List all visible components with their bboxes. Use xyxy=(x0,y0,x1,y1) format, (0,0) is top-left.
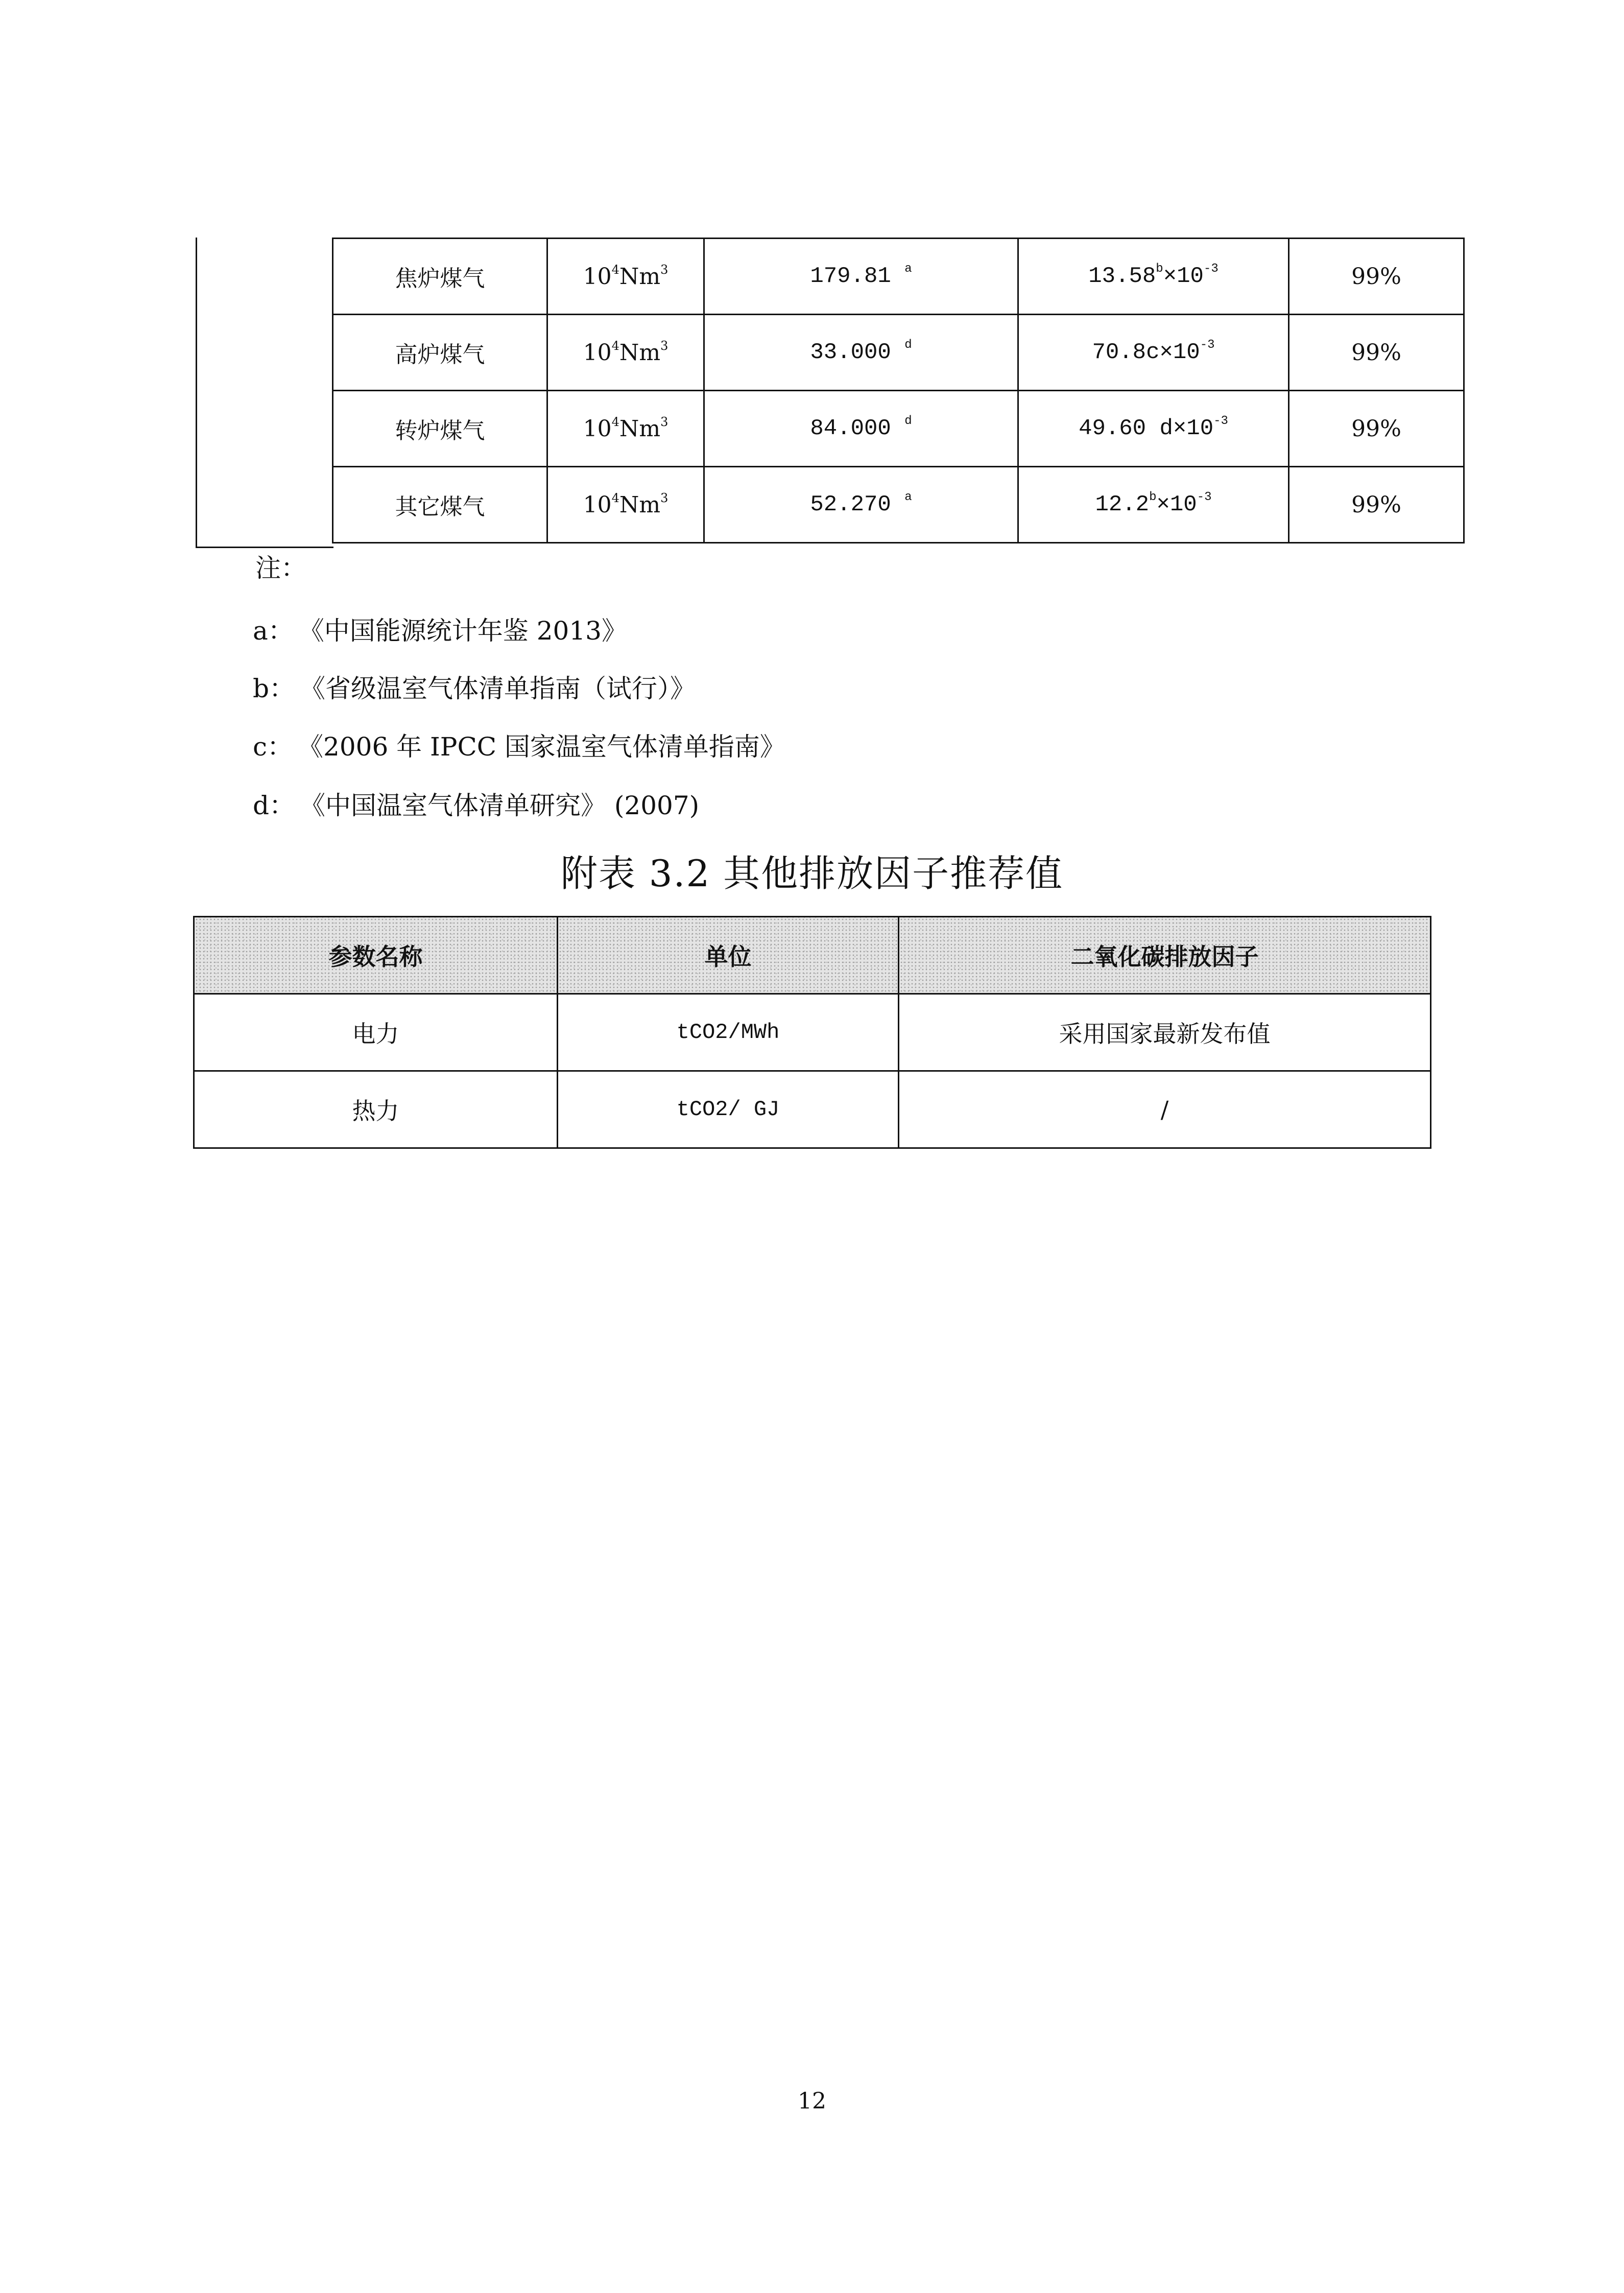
note-key: b： xyxy=(253,674,295,703)
parameter-name: 电力 xyxy=(194,994,558,1071)
fuel-name: 高炉煤气 xyxy=(333,315,547,391)
calorific-value: 84.000 $^d$ xyxy=(704,391,1018,467)
note-item xyxy=(253,726,785,763)
fuel-unit: $10^4Nm^3$ xyxy=(547,467,704,543)
oxidation-rate: 99% xyxy=(1289,467,1464,543)
parameter-unit: tCO2/ GJ xyxy=(558,1071,899,1148)
left-column-border xyxy=(196,238,197,548)
note-text: 《中国能源统计年鉴 2013》 xyxy=(298,616,627,646)
notes-heading: 注： xyxy=(255,553,306,583)
note-text: 《中国温室气体清单研究》 (2007) xyxy=(300,791,700,820)
fuel-name: 焦炉煤气 xyxy=(333,239,547,315)
oxidation-rate: 99% xyxy=(1289,239,1464,315)
note-item xyxy=(253,610,627,647)
table-title: 附表 3.2 其他排放因子推荐值 xyxy=(560,852,1064,895)
fuel-emission-table xyxy=(332,238,1465,543)
fuel-name: 转炉煤气 xyxy=(333,391,547,467)
note-key: a： xyxy=(253,616,294,646)
carbon-factor: 49.60 $d\times 10^{-3}$ xyxy=(1018,391,1289,467)
note-item xyxy=(253,668,696,705)
emission-factor: / xyxy=(899,1071,1431,1148)
column-header: 二氧化碳排放因子 xyxy=(899,917,1431,994)
table-row xyxy=(194,994,1431,1071)
note-key: c： xyxy=(253,732,293,762)
note-item xyxy=(253,785,699,822)
table-row xyxy=(333,467,1464,543)
table-row xyxy=(333,239,1464,315)
calorific-value: 33.000 $^d$ xyxy=(704,315,1018,391)
fuel-unit: $10^4Nm^3$ xyxy=(547,315,704,391)
note-text: 《省级温室气体清单指南（试行）》 xyxy=(300,674,696,703)
fuel-unit: $10^4Nm^3$ xyxy=(547,239,704,315)
emission-factor: 采用国家最新发布值 xyxy=(899,994,1431,1071)
carbon-factor: $13.58^b\times 10^{-3}$ xyxy=(1018,239,1289,315)
carbon-factor: $12.2^b\times 10^{-3}$ xyxy=(1018,467,1289,543)
column-header: 单位 xyxy=(558,917,899,994)
table-row xyxy=(194,1071,1431,1148)
calorific-value: 52.270 $^a$ xyxy=(704,467,1018,543)
column-header: 参数名称 xyxy=(194,917,558,994)
fuel-name: 其它煤气 xyxy=(333,467,547,543)
note-text: 《2006 年 IPCC 国家温室气体清单指南》 xyxy=(298,732,785,762)
oxidation-rate: 99% xyxy=(1289,315,1464,391)
carbon-factor: $70.8c\times 10^{-3}$ xyxy=(1018,315,1289,391)
table-row xyxy=(333,315,1464,391)
calorific-value: 179.81 $^a$ xyxy=(704,239,1018,315)
page-number: 12 xyxy=(798,2088,826,2114)
table-header-row xyxy=(194,917,1431,994)
parameter-unit: tCO2/MWh xyxy=(558,994,899,1071)
fuel-unit: $10^4Nm^3$ xyxy=(547,391,704,467)
oxidation-rate: 99% xyxy=(1289,391,1464,467)
note-key: d： xyxy=(253,791,295,820)
parameter-name: 热力 xyxy=(194,1071,558,1148)
table-row xyxy=(333,391,1464,467)
other-emission-factor-table xyxy=(193,916,1431,1149)
